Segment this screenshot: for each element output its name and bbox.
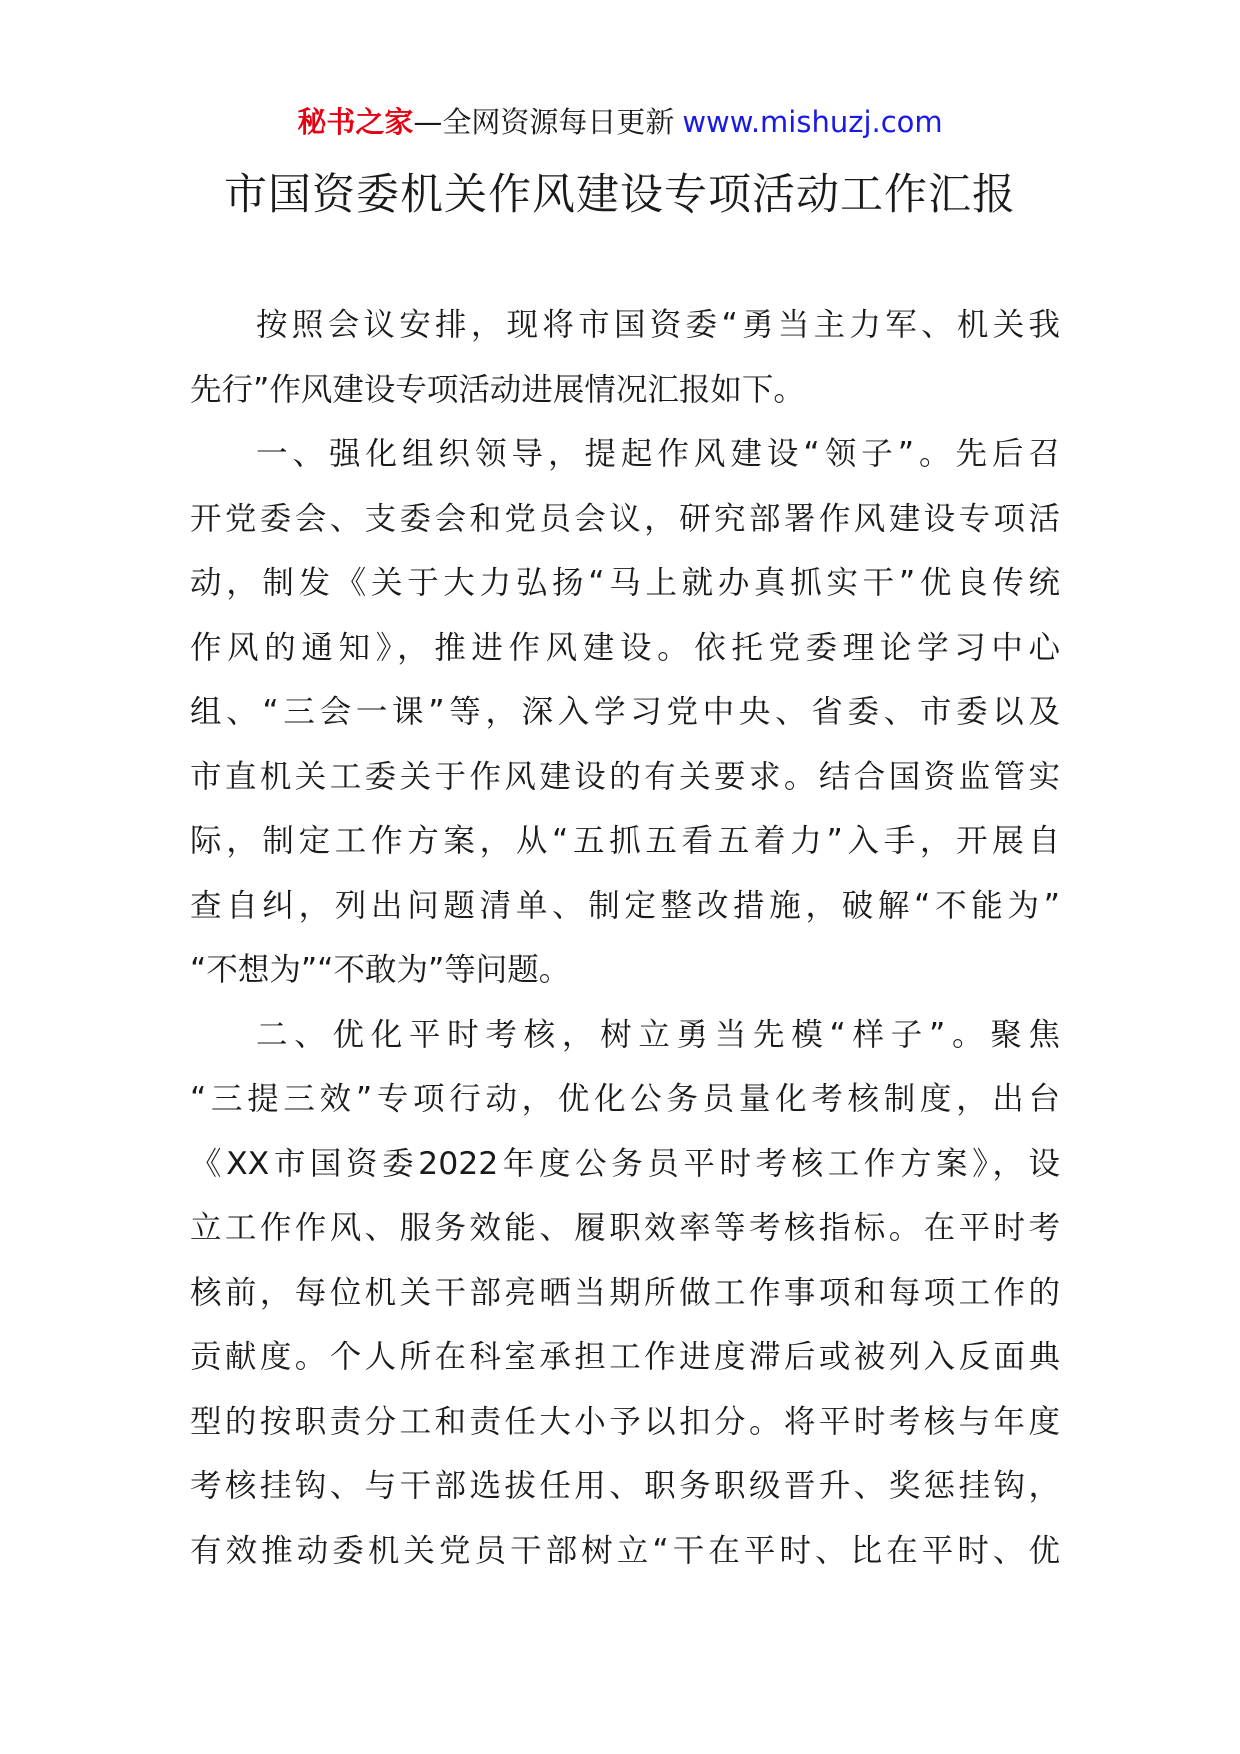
text-line: 二、优化平时考核，树立勇当先模“样子”。聚焦 [256, 1016, 1060, 1053]
text-line: 组、“三会一课”等，深入学习党中央、省委、市委以及 [190, 694, 1060, 730]
text-line: 先行”作风建设专项活动进展情况汇报如下。 [190, 371, 805, 408]
text-line: 查自纠，列出问题清单、制定整改措施，破解“不能为” [190, 887, 1060, 924]
text-line: 动，制发《关于大力弘扬“马上就办真抓实干”优良传统 [190, 565, 1060, 601]
text-line: 际，制定工作方案，从“五抓五看五着力”入手，开展自 [190, 823, 1060, 859]
text-line: “三提三效”专项行动，优化公务员量化考核制度，出台 [190, 1081, 1060, 1117]
text-line: 《XX市国资委2022年度公务员平时考核工作方案》，设 [190, 1145, 1060, 1182]
document-title: 市国资委机关作风建设专项活动工作汇报 [224, 170, 1016, 220]
site-header [0, 100, 1240, 144]
text-line: 有效推动委机关党员干部树立“干在平时、比在平时、优 [190, 1532, 1060, 1569]
text-line: 考核挂钩、与干部选拔任用、职务职级晋升、奖惩挂钩， [190, 1468, 1060, 1504]
text-line: 立工作作风、服务效能、履职效率等考核指标。在平时考 [190, 1210, 1060, 1246]
text-line: 型的按职责分工和责任大小予以扣分。将平时考核与年度 [190, 1403, 1060, 1440]
text-line: “不想为”“不敢为”等问题。 [190, 952, 571, 988]
text-line: 贡献度。个人所在科室承担工作进度滞后或被列入反面典 [190, 1339, 1060, 1375]
text-line: 开党委会、支委会和党员会议，研究部署作风建设专项活 [190, 500, 1060, 537]
document-body [190, 293, 1060, 1583]
text-line: 一、强化组织领导，提起作风建设“领子”。先后召 [256, 436, 1060, 472]
text-line: 核前，每位机关干部亮晒当期所做工作事项和每项工作的 [190, 1274, 1060, 1311]
text-line: 按照会议安排，现将市国资委“勇当主力军、机关我 [256, 307, 1060, 343]
text-line: 市直机关工委关于作风建设的有关要求。结合国资监管实 [190, 758, 1060, 795]
site-url-link[interactable]: www.mishuzj.com [682, 105, 943, 139]
text-line: 作风的通知》，推进作风建设。依托党委理论学习中心 [190, 629, 1060, 666]
header-slogan: —全网资源每日更新 [413, 105, 675, 139]
brand-name: 秘书之家 [297, 105, 414, 139]
